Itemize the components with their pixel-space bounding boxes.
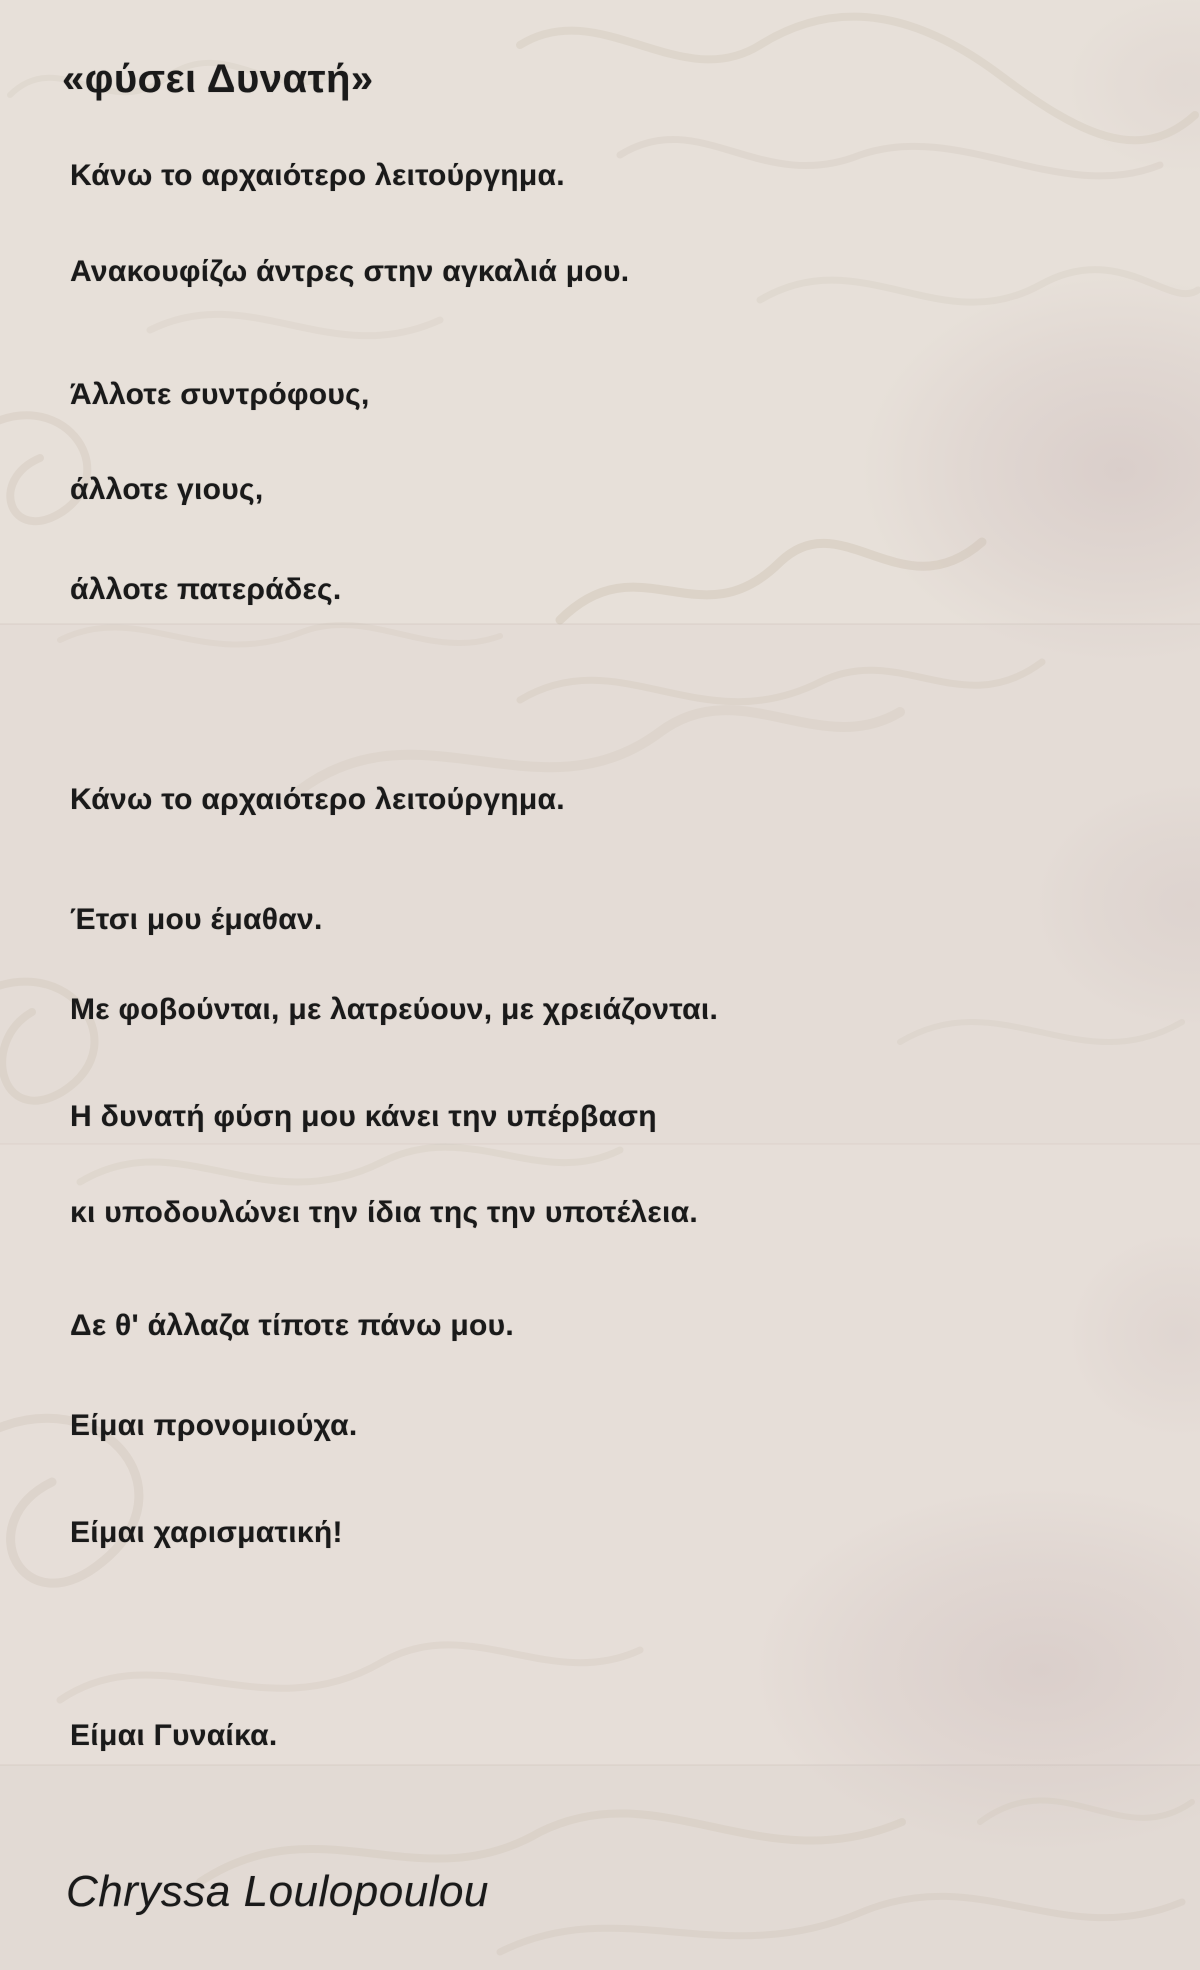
poem-line: Κάνω το αρχαιότερο λειτούργημα. [70,783,565,816]
poem-line: άλλοτε γιους, [70,473,264,506]
script-stroke [60,625,500,645]
poem-line: κι υποδουλώνει την ίδια της την υποτέλεια. [70,1196,698,1229]
script-stroke [60,1645,640,1700]
ink-stain [1030,780,1200,1030]
poem-line: Κάνω το αρχαιότερο λειτούργημα. [70,159,565,192]
poem-title: «φύσει Δυνατή» [62,57,374,101]
poem-line: άλλοτε πατεράδες. [70,573,342,606]
poem-line: Η δυνατή φύση μου κάνει την υπέρβαση [70,1100,657,1133]
poem-line: Είμαι προνομιούχα. [70,1409,358,1442]
poem-author: Chryssa Loulopoulou [66,1867,489,1916]
poem-line: Είμαι Γυναίκα. [70,1719,278,1752]
script-stroke [620,139,1160,176]
ink-stain [1065,0,1200,175]
script-stroke [900,1022,1182,1042]
poem-line: Είμαι χαρισματική! [70,1516,343,1549]
ink-stain [750,1485,1200,1855]
poem-line: Με φοβούνται, με λατρεύουν, με χρειάζονται. [70,993,719,1026]
poem-line: Ανακουφίζω άντρες στην αγκαλιά μου. [70,255,630,288]
script-stroke [500,1896,1182,1952]
script-stroke [300,710,900,790]
script-stroke [520,662,1042,702]
poem-line: Άλλοτε συντρόφους, [70,378,370,411]
script-stroke [150,314,440,335]
poem-line: Έτσι μου έμαθαν. [70,903,323,936]
ink-stain [860,275,1200,665]
ink-stain [1065,1230,1200,1440]
poem-line: Δε θ' άλλαζα τίποτε πάνω μου. [70,1309,515,1342]
script-stroke [80,1147,620,1182]
